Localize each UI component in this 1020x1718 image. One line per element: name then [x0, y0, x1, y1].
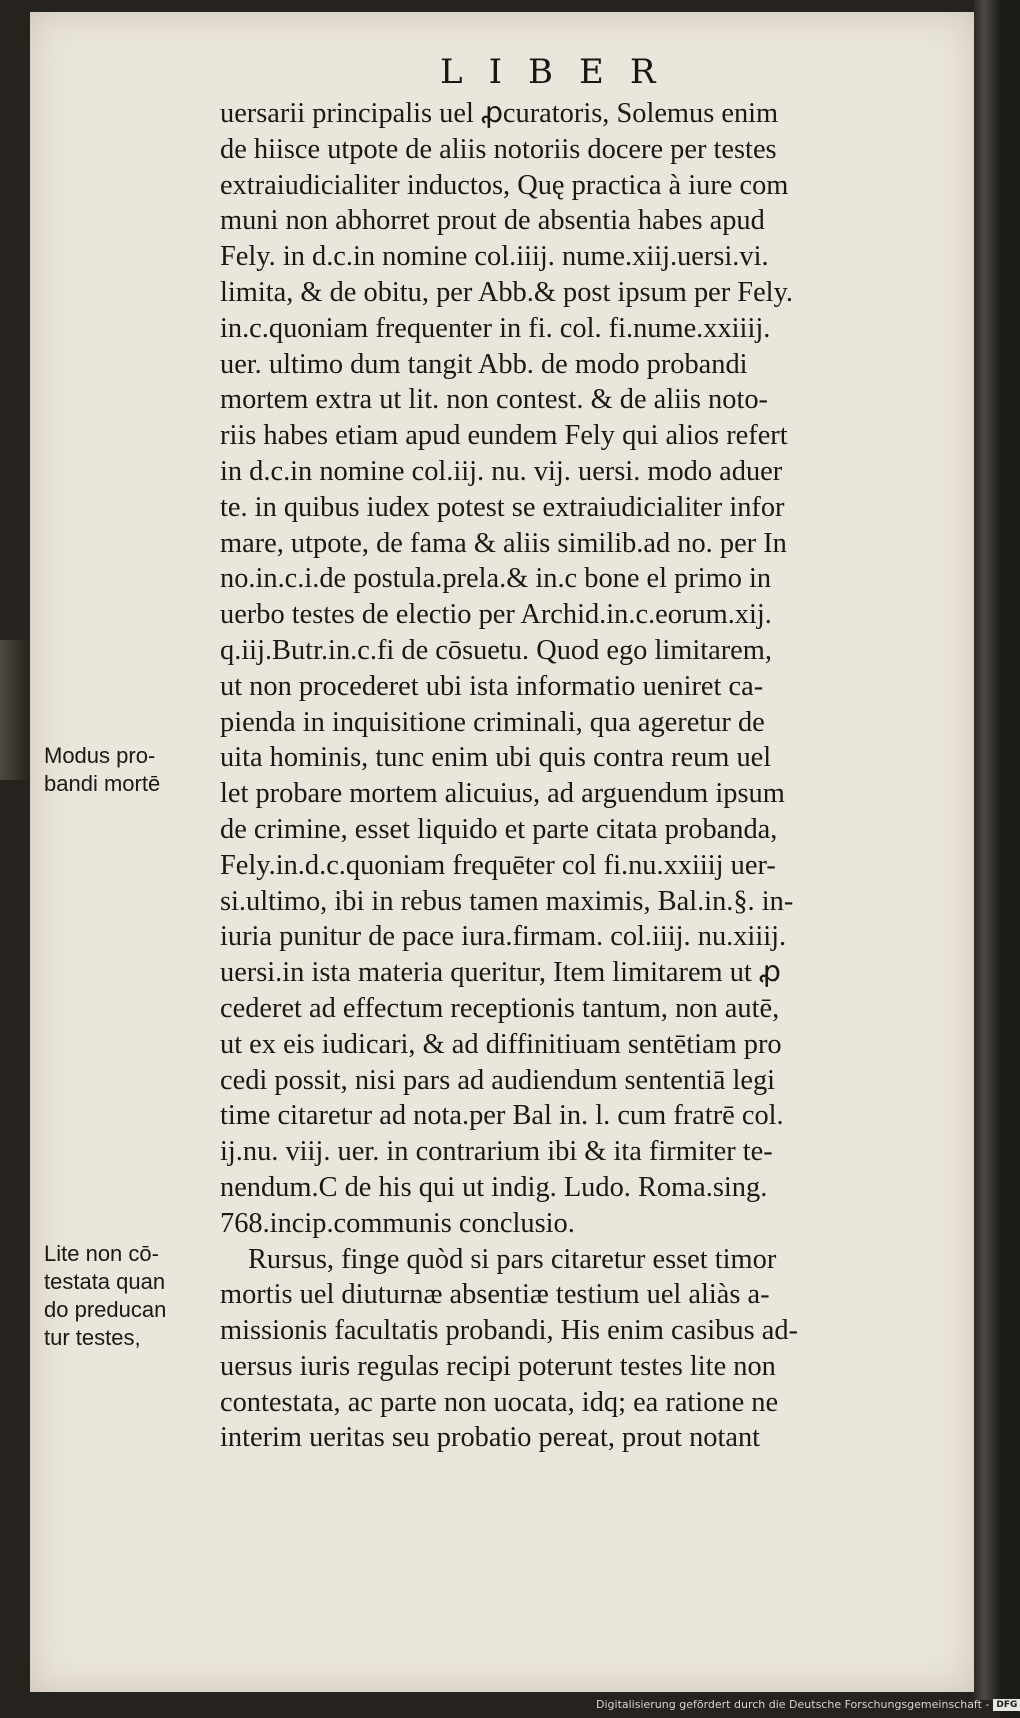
text-line: in d.c.in nomine col.iij. nu. vij. uersi. modo aduer: [220, 455, 783, 487]
adjacent-page-edge: [0, 640, 30, 780]
text-line: ij.nu. viij. uer. in contrarium ibi & ita firmiter te-: [220, 1136, 773, 1168]
footer-credit-text: Digitalisierung gefördert durch die Deutsche Forschungsgemeinschaft -: [596, 1698, 990, 1711]
marginal-note-line: tur testes,: [44, 1325, 141, 1350]
text-line: 768.incip.communis conclusio.: [220, 1207, 575, 1239]
book-binding-edge: [974, 0, 1000, 1700]
marginal-note-line: Modus pro-: [44, 743, 156, 768]
text-line: mortis uel diuturnæ absentiæ testium uel aliàs a-: [220, 1279, 770, 1311]
text-line: cedi possit, nisi pars ad audiendum sententiā legi: [220, 1064, 776, 1096]
text-line: de crimine, esset liquido et parte citata probanda,: [220, 813, 778, 845]
digitization-footer: [596, 1698, 1020, 1711]
text-line: mortem extra ut lit. non contest. & de aliis noto-: [220, 384, 768, 416]
text-line: ut ex eis iudicari, & ad diffinitiuam sentētiam pro: [220, 1028, 782, 1060]
text-line: si.ultimo, ibi in rebus tamen maximis, Bal.in.§. in-: [220, 885, 794, 917]
text-line: pienda in inquisitione criminali, qua ageretur de: [220, 706, 765, 738]
text-line: no.in.c.i.de postula.prela.& in.c bone el primo in: [220, 563, 772, 595]
marginal-note-line: do preducan: [44, 1297, 167, 1322]
text-line: nendum.C de his qui ut indig. Ludo. Roma.sing.: [220, 1171, 768, 1203]
marginal-note-line: bandi mortē: [44, 771, 161, 796]
text-line: missionis facultatis probandi, His enim casibus ad-: [220, 1315, 798, 1347]
text-line: de hiisce utpote de aliis notoriis docere per testes: [220, 133, 777, 165]
marginal-note-line: testata quan: [44, 1269, 166, 1294]
text-line: uersus iuris regulas recipi poterunt testes lite non: [220, 1350, 776, 1382]
text-line: muni non abhorret prout de absentia habes apud: [220, 205, 765, 237]
text-line: let probare mortem alicuius, ad arguendum ipsum: [220, 778, 785, 810]
text-line: riis habes etiam apud eundem Fely qui alios refert: [220, 420, 788, 452]
text-line: uita hominis, tunc enim ubi quis contra reum uel: [220, 742, 772, 774]
dfg-logo: DFG: [993, 1699, 1020, 1711]
text-line: te. in quibus iudex potest se extraiudicialiter infor: [220, 491, 785, 523]
text-line: time citaretur ad nota.per Bal in. l. cum fratrē col.: [220, 1100, 784, 1132]
running-head: LIBER: [440, 52, 682, 92]
marginal-note-line: Lite non cō-: [44, 1241, 159, 1266]
text-line: uersarii principalis uel ꝓcuratoris, Solemus enim: [220, 98, 779, 129]
main-text-block: [220, 96, 940, 1456]
text-line: extraiudicialiter inductos, Quę practica à iure com: [220, 169, 789, 201]
marginal-note-lite-non-contestata: [44, 1240, 214, 1352]
text-line: interim ueritas seu probatio pereat, prout notant: [220, 1422, 761, 1454]
text-line: iuria punitur de pace iura.firmam. col.iiij. nu.xiiij.: [220, 921, 787, 953]
text-line: uersi.in ista materia queritur, Item limitarem ut ꝓ: [220, 957, 781, 989]
text-line: contestata, ac parte non uocata, idq; ea ratione ne: [220, 1386, 779, 1418]
text-line: Rursus, finge quòd si pars citaretur esset timor: [248, 1243, 777, 1275]
marginal-note-modus-probandi: [44, 742, 214, 798]
text-line: ut non procederet ubi ista informatio ueniret ca-: [220, 670, 764, 702]
text-line: limita, & de obitu, per Abb.& post ipsum per Fely.: [220, 276, 794, 308]
text-line: Fely. in d.c.in nomine col.iiij. nume.xiij.uersi.vi.: [220, 241, 769, 273]
text-line: mare, utpote, de fama & aliis similib.ad no. per In: [220, 527, 787, 559]
text-line: Fely.in.d.c.quoniam frequēter col fi.nu.xxiiij uer-: [220, 849, 776, 881]
text-line: uer. ultimo dum tangit Abb. de modo probandi: [220, 348, 748, 380]
text-line: uerbo testes de electio per Archid.in.c.eorum.xij.: [220, 599, 772, 631]
text-line: cederet ad effectum receptionis tantum, non autē,: [220, 992, 780, 1024]
text-line: q.iij.Butr.in.c.fi de cōsuetu. Quod ego limitarem,: [220, 634, 772, 666]
text-line: in.c.quoniam frequenter in fi. col. fi.nume.xxiiij.: [220, 312, 771, 344]
